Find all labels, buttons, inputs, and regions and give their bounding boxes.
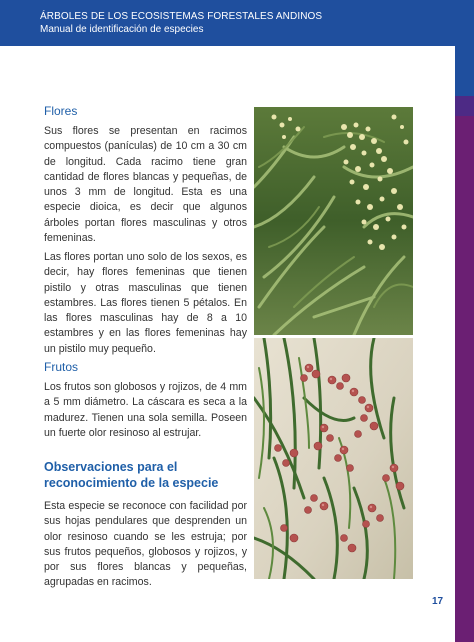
side-color-band-transition (455, 96, 474, 116)
section-heading-flores: Flores (44, 104, 78, 118)
header-subtitle: Manual de identificación de especies (40, 24, 204, 35)
side-color-band (455, 46, 474, 642)
flowers-photo-image (254, 107, 413, 335)
frutos-text: Los frutos son globosos y rojizos, de 4 mm a 5 mm diámetro. La cáscara es seca a la madurez. Tienen una sola semilla. Poseen un fuerte olor resinoso al estrujar. (44, 381, 247, 439)
flores-paragraph-2 (44, 250, 247, 357)
page-number: 17 (432, 596, 444, 607)
fruits-photo-image (254, 338, 413, 579)
flores-text-2: Las flores portan uno solo de los sexos, es decir, hay flores femeninas que tienen pistilo y otras masculinas que tienen estambres. Las flores tienen 5 pétalos. En las flores masculinas hay de 8 a 10 estambres y en las flores femeninas hay un pistilo muy pequeño. (44, 251, 247, 355)
side-color-band-top (455, 46, 474, 96)
header-bar (0, 0, 474, 46)
fruits-photo (254, 338, 413, 579)
flowers-photo (254, 107, 413, 335)
flores-text-1: Sus flores se presentan en racimos compuestos (panículas) de 10 cm a 30 cm de longitud. Cada racimo tiene gran cantidad de flores blancas y pequeñas, de unos 3 mm de longitud. Esta es una especie dioica, es decir que algunos árboles portan flores masculinas y otros femeninas. (44, 125, 247, 245)
observaciones-paragraph (44, 499, 247, 591)
header-title: ÁRBOLES DE LOS ECOSISTEMAS FORESTALES ANDINOS (40, 11, 323, 22)
observaciones-text: Esta especie se reconoce con facilidad por sus hojas pendulares que desprenden un olor resinoso cuando se les estruja; por sus frutos pequeños, globosos y rojizos, y por sus flores blancas y pequeñas, agrupadas en racimos. (44, 500, 247, 589)
frutos-paragraph (44, 380, 247, 441)
section-heading-frutos: Frutos (44, 360, 79, 374)
section-heading-observaciones: Observaciones para el reconocimiento de la especie (44, 460, 219, 490)
flores-paragraph-1 (44, 124, 247, 246)
